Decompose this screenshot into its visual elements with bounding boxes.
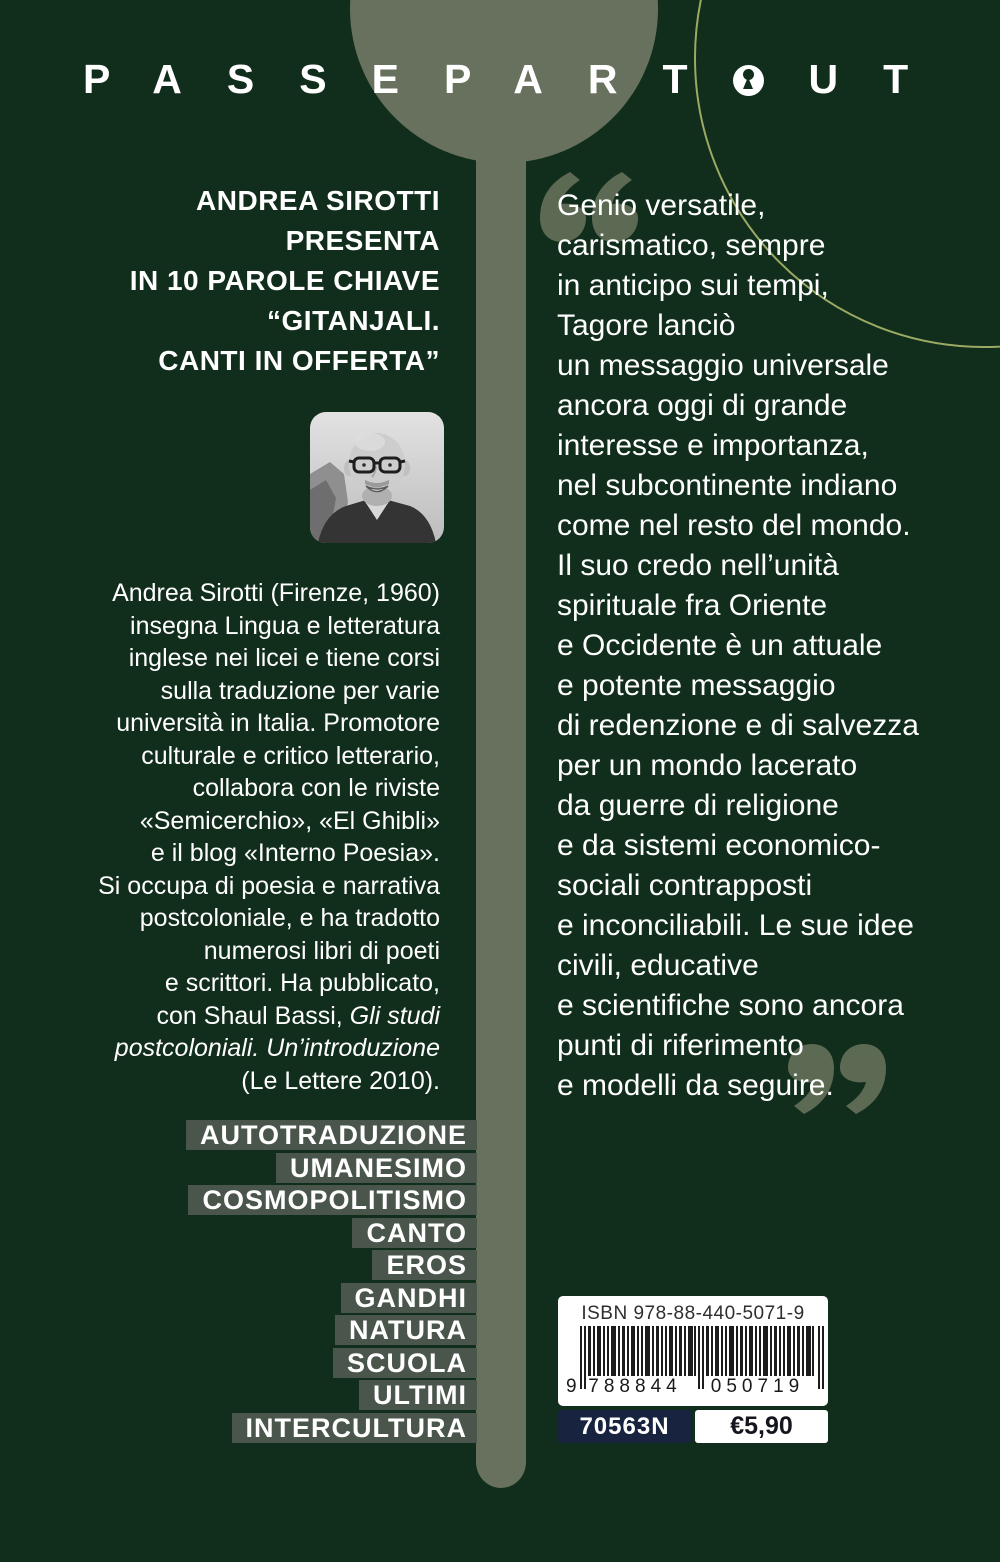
barcode-label	[558, 1296, 828, 1406]
quote-line: e scientifiche sono ancora	[557, 989, 904, 1022]
bio-line: e scrittori. Ha pubblicato,	[164, 969, 440, 997]
keyword-band: UMANESIMO	[276, 1153, 477, 1183]
barcode-digits	[566, 1376, 824, 1398]
quote-line: ancora oggi di grande	[557, 389, 848, 422]
keyword-band: ULTIMI	[359, 1380, 477, 1410]
quote-line: nel subcontinente indiano	[557, 469, 898, 502]
keyword-band: SCUOLA	[333, 1348, 477, 1378]
price: €5,90	[730, 1412, 793, 1440]
photo-eye	[362, 463, 366, 467]
key-stem	[476, 150, 526, 1488]
intro-line: “GITANJALI.	[267, 305, 440, 336]
quote-line: e da sistemi economico-	[557, 829, 881, 862]
intro-heading	[130, 181, 440, 381]
quote-line: Genio versatile,	[557, 189, 766, 222]
keyword-band: INTERCULTURA	[232, 1413, 477, 1443]
series-logo	[83, 56, 953, 103]
bio-line: università in Italia. Promotore	[116, 709, 440, 737]
quote-line: interesse e importanza,	[557, 429, 869, 462]
price-box	[695, 1410, 828, 1443]
logo-text-pre: PASSEPART	[83, 56, 733, 102]
quote-line: in anticipo sui tempi,	[557, 269, 829, 302]
bio-line: Andrea Sirotti (Firenze, 1960)	[112, 579, 440, 607]
quote-line: punti di riferimento	[557, 1029, 804, 1062]
keyword-band: COSMOPOLITISMO	[188, 1185, 477, 1215]
barcode-digit-group: 788844	[588, 1376, 682, 1397]
photo-head-highlight	[355, 433, 385, 451]
bio-line: collabora con le riviste	[192, 774, 440, 802]
edition-code: 70563N	[579, 1412, 670, 1440]
quote-line: sociali contrapposti	[557, 869, 813, 902]
intro-line: PRESENTA	[285, 225, 440, 256]
barcode-digit-lead: 9	[566, 1376, 577, 1397]
bio-line: culturale e critico letterario,	[141, 741, 440, 770]
keyword-band: NATURA	[335, 1315, 477, 1345]
back-cover-quote	[557, 186, 919, 1106]
keyword-list	[186, 1120, 477, 1445]
keyword-band: EROS	[372, 1250, 477, 1280]
bio-line: Si occupa di poesia e narrativa	[98, 871, 440, 900]
intro-line: ANDREA SIROTTI	[196, 185, 440, 216]
quote-line: un messaggio universale	[557, 349, 889, 382]
barcode-digit-group: 050719	[710, 1376, 805, 1397]
quote-line: Il suo credo nell’unità	[557, 549, 839, 582]
quote-line: carismatico, sempre	[557, 229, 826, 262]
bio-line: sulla traduzione per varie	[160, 676, 440, 705]
bio-text: con Shaul Bassi,	[156, 1001, 350, 1030]
quote-line: Tagore lanciò	[557, 309, 736, 342]
bio-book-title: Gli studi	[349, 1001, 440, 1030]
quote-line: e Occidente è un attuale	[557, 629, 883, 662]
bio-line: postcoloniale, e ha tradotto	[139, 904, 440, 932]
bio-line-mixed	[98, 1000, 440, 1033]
quote-line: per un mondo lacerato	[557, 749, 858, 782]
bio-book-title-line: postcoloniali. Un’introduzione	[114, 1034, 440, 1062]
bio-line: numerosi libri di poeti	[203, 936, 440, 965]
logo-text-post: UT	[808, 56, 954, 102]
bio-line: «Semicerchio», «El Ghibli»	[139, 806, 440, 835]
author-photo	[310, 412, 444, 543]
quote-line: e modelli da seguire.	[557, 1069, 834, 1102]
bio-line: inglese nei licei e tiene corsi	[128, 644, 440, 672]
quote-line: spirituale fra Oriente	[557, 589, 828, 622]
keyword-band: AUTOTRADUZIONE	[186, 1120, 477, 1150]
bio-line: (Le Lettere 2010).	[241, 1066, 440, 1095]
intro-line: CANTI IN OFFERTA”	[158, 345, 440, 376]
edition-code-box	[558, 1410, 691, 1443]
quote-line: e potente messaggio	[557, 669, 836, 702]
keyhole-tail	[743, 77, 753, 89]
quote-line: come nel resto del mondo.	[557, 509, 911, 542]
bio-line: insegna Lingua e letteratura	[130, 611, 440, 640]
keyhole-icon	[733, 65, 764, 96]
keyword-band: CANTO	[352, 1218, 477, 1248]
keyword-band: GANDHI	[341, 1283, 478, 1313]
quote-line: civili, educative	[557, 949, 759, 982]
intro-line: IN 10 PAROLE CHIAVE	[129, 265, 440, 296]
author-bio	[98, 577, 440, 1097]
quote-line: e inconciliabili. Le sue idee	[557, 909, 914, 942]
quote-line: di redenzione e di salvezza	[557, 709, 919, 742]
photo-eye	[388, 463, 392, 467]
bio-line: e il blog «Interno Poesia».	[150, 839, 440, 867]
isbn-text: ISBN 978-88-440-5071-9	[581, 1303, 805, 1324]
quote-line: da guerre di religione	[557, 789, 839, 822]
